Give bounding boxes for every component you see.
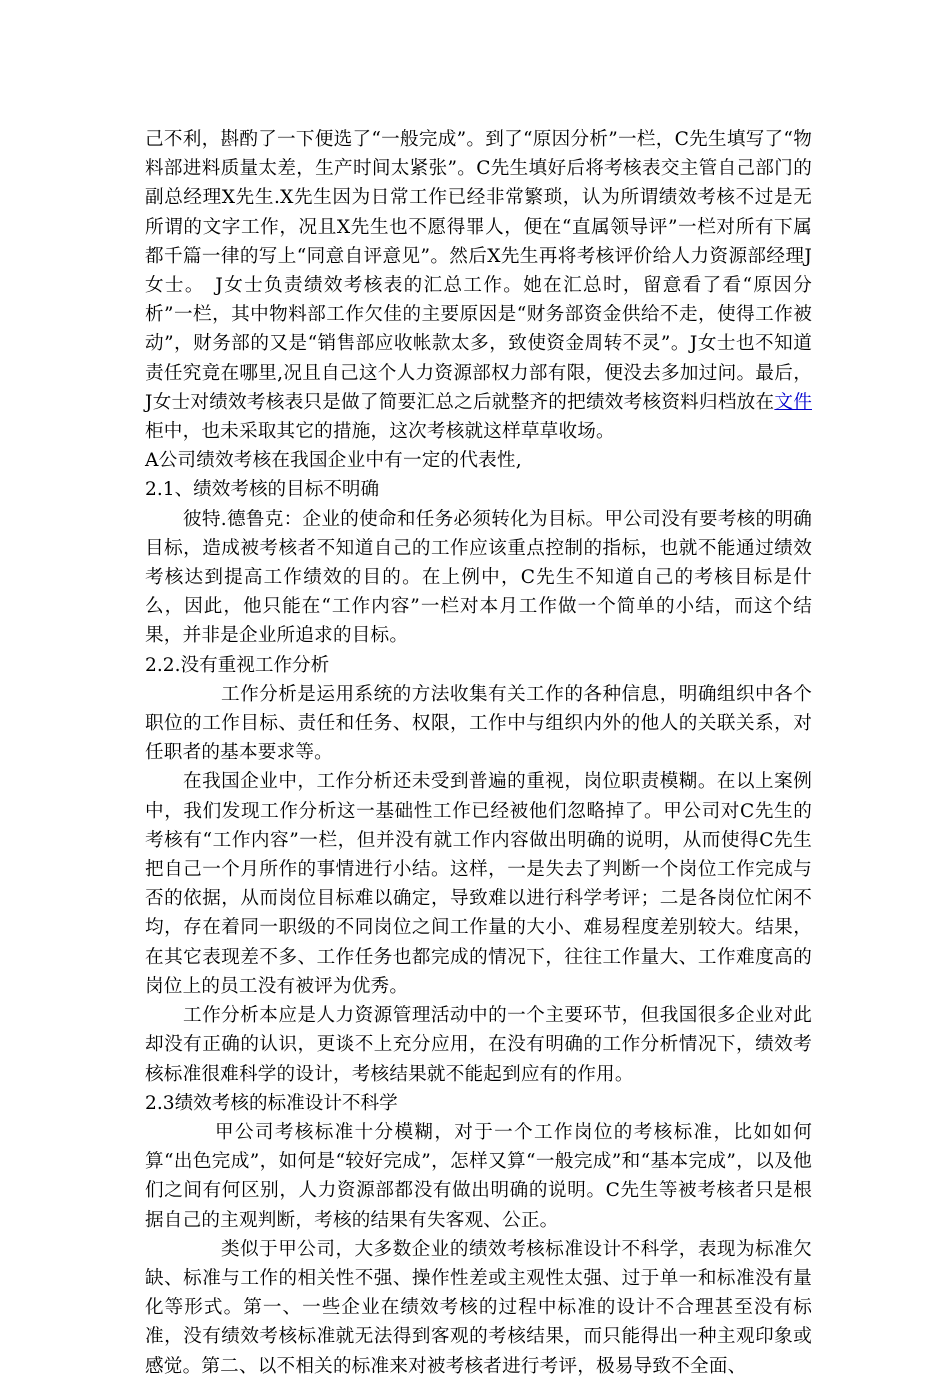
section-heading-2-1: 2.1、绩效考核的目标不明确 [145, 479, 380, 501]
paragraph-text: 己不利，斟酌了一下便选了“一般完成”。到了“原因分析”一栏，C先生填写了“物料部进料质量太差，生产时间太紧张”。C先生填好后将考核表交主管自己部门的副总经理X先生.X先生因为日常工作已经非常繁琐，认为所谓绩效考核不过是无所谓的文字工作，况且X先生也不愿得罪人，便在“直属领导评”一栏对所有下属都千篇一律的写上“同意自评意见”。然后X先生再将考核评价给人力资源部经理J女士。 J女士负责绩效考核表的汇总工作。她在汇总时，留意看了看“原因分析”一栏，其中物料部工作欠佳的主要原因是“财务部资金供给不走，使得工作被动”，财务部的又是“销售部应收帐款太多，致使资金周转不灵”。J女士也不知道责任究竟在哪里,况且自己这个人力资源部权力部有限，便没去多加过问。最后，J女士对绩效考核表只是做了简要汇总之后就整齐的把绩效考核资料归档放在 [145, 129, 812, 413]
paragraph-job-analysis-role: 工作分析本应是人力资源管理活动中的一个主要环节，但我国很多企业对此却没有正确的认识，更谈不上充分应用，在没有明确的工作分析情况下，绩效考核标准很难科学的设计，考核结果就不能起到应有的作用。 [145, 1005, 812, 1085]
paragraph-text: 柜中，也未采取其它的措施，这次考核就这样草草收场。 [145, 421, 615, 443]
file-link[interactable]: 文件 [774, 391, 812, 413]
paragraph-standards-unscientific: 类似于甲公司，大多数企业的绩效考核标准设计不科学，表现为标准欠缺、标准与工作的相关性不强、操作性差或主观性太强、过于单一和标准没有量化等形式。第一、一些企业在绩效考核的过程中标准的设计不合理甚至没有标准，没有绩效考核标准就无法得到客观的考核结果，而只能得出一种主观印象或感觉。第二、以不相关的标准来对被考核者进行考评，极易导致不全面、 [145, 1238, 812, 1377]
section-heading-2-3: 2.3绩效考核的标准设计不科学 [145, 1092, 398, 1114]
paragraph-job-analysis-definition: 工作分析是运用系统的方法收集有关工作的各种信息，明确组织中各个职位的工作目标、责任和任务、权限，工作中与组织内外的他人的关联关系，对任职者的基本要求等。 [145, 683, 812, 764]
paragraph-case-narrative [145, 125, 812, 446]
section-heading-2-2: 2.2.没有重视工作分析 [145, 654, 330, 676]
paragraph-goal: 彼特.德鲁克：企业的使命和任务必须转化为目标。甲公司没有要考核的明确目标，造成被考核者不知道自己的工作应该重点控制的指标，也就不能通过绩效考核达到提高工作绩效的目的。在上例中，C先生不知道自己的考核目标是什么，因此，他只能在“工作内容”一栏对本月工作做一个简单的小结，而这个结果，并非是企业所追求的目标。 [145, 508, 812, 647]
paragraph-job-analysis-china: 在我国企业中，工作分析还未受到普遍的重视，岗位职责模糊。在以上案例中，我们发现工作分析这一基础性工作已经被他们忽略掉了。甲公司对C先生的考核有“工作内容”一栏，但并没有就工作内容做出明确的说明，从而使得C先生把自己一个月所作的事情进行小结。这样，一是失去了判断一个岗位工作完成与否的依据，从而岗位目标难以确定，导致难以进行科学考评；二是各岗位忙闲不均，存在着同一职级的不同岗位之间工作量的大小、难易程度差别较大。结果，在其它表现差不多、工作任务也都完成的情况下，往往工作量大、工作难度高的岗位上的员工没有被评为优秀。 [145, 771, 812, 997]
paragraph-standards-vague: 甲公司考核标准十分模糊，对于一个工作岗位的考核标准，比如如何算“出色完成”，如何是“较好完成”，怎样又算“一般完成”和“基本完成”，以及他们之间有何区别，人力资源部都没有做出明确的说明。C先生等被考核者只是根据自己的主观判断，考核的结果有失客观、公正。 [145, 1121, 812, 1231]
paragraph-representative: A公司绩效考核在我国企业中有一定的代表性, [145, 450, 522, 472]
